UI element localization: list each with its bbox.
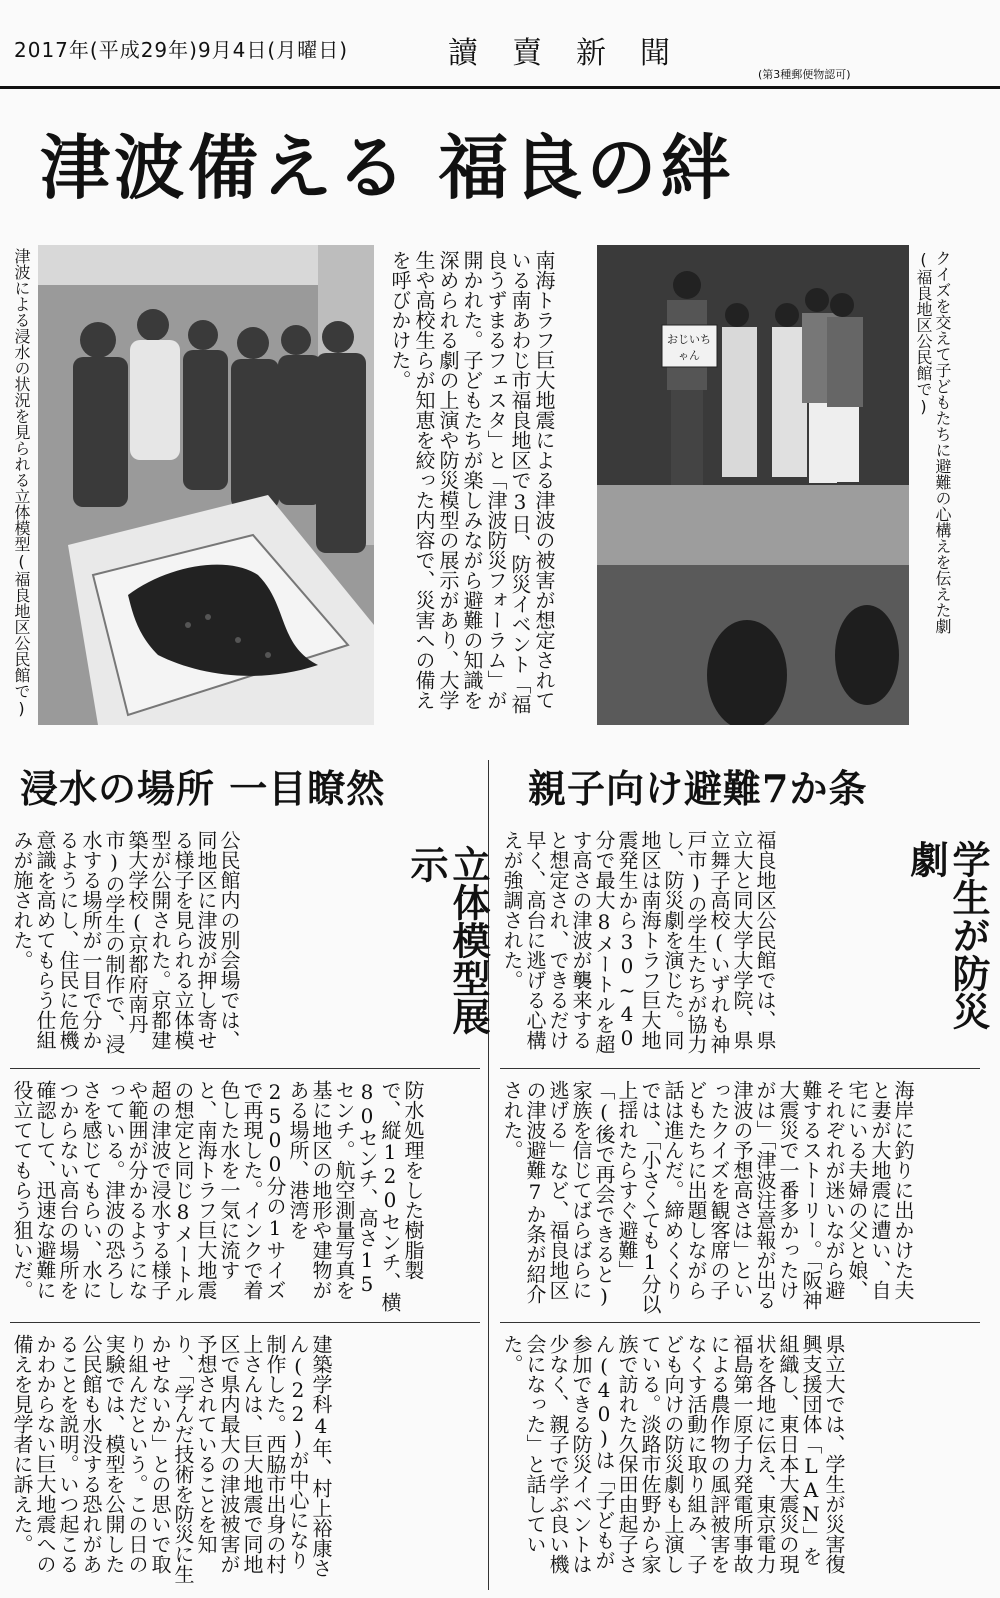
masthead-rule	[0, 86, 1000, 89]
right-subhead: 親子向け避難7か条	[528, 766, 868, 811]
right-paragraph-3: 締めくくりでは、「小さくても1分以上揺れたらすぐ避難」「(後で再会できると)家族を信じてばらばらに逃げる」など、福良地区の津波避難7か条が紹介された。	[500, 1080, 685, 1314]
model-photo	[38, 245, 374, 725]
left-block-2	[10, 1080, 480, 1315]
left-block-1	[10, 830, 395, 1060]
right-kicker: 学生が防災劇	[904, 840, 990, 1030]
right-rule-2	[500, 1322, 980, 1323]
left-paragraph-2-3	[10, 1080, 424, 1315]
postal-permit: (第3種郵便物認可)	[758, 68, 851, 81]
left-photo-caption-box	[12, 248, 36, 718]
right-paragraph-4: 県立大では、学生が災害復興支援団体「LAN」を組織し、東日本大震災の現状を各地に伝え、東京電力福島第一原子力発電所事故による農作物の風評被害をなくす活動に取り組み、子ども向けの防災劇も上演している。	[638, 1334, 846, 1574]
right-rule-1	[500, 1068, 980, 1069]
right-paragraph-2-3	[500, 1080, 914, 1315]
right-paragraph-4-5	[500, 1334, 845, 1584]
left-subhead: 浸水の場所 一目瞭然	[20, 766, 386, 811]
left-kicker: 立体模型展示	[404, 845, 490, 1035]
stage-sign-text: おじいちゃん	[667, 333, 711, 362]
left-rule-1	[10, 1068, 480, 1069]
left-kicker-box	[404, 845, 490, 1045]
left-paragraph-4-5	[10, 1334, 332, 1584]
issue-date: 2017年(平成29年)9月4日(月曜日)	[14, 38, 349, 62]
left-paragraph-1: 公民館内の別会場では、同地区に津波が押し寄せる様子を見られる立体模型が公開された。京都建築大学校(京都府南丹市)の学生の制作で、浸水する場所が一目で分かるようにし、住民に危機意識を高めてもらう仕組みが施された。	[10, 830, 241, 1054]
stage-photo	[597, 245, 909, 725]
newspaper-name: 讀賣新聞	[448, 36, 704, 71]
right-block-1	[500, 830, 898, 1060]
right-photo-caption-box	[914, 250, 994, 720]
left-rule-2	[10, 1322, 480, 1323]
right-photo-caption: クイズを交えて子どもたちに避難の心構えを伝えた劇(福良地区公民館で)	[914, 250, 952, 634]
right-kicker-box	[904, 840, 990, 1060]
left-paragraph-2: 防水処理をした樹脂製で、縦120センチ、横80センチ、高さ15センチ。航空測量写真を基に地区の地形や建物がある場所、港湾を2500分の1サイズで再現した。	[240, 1080, 425, 1312]
left-paragraph-5: この日の実験では、模型を公開した公民館も水没する恐れがあることを説明。いつ起こるかわからない巨大地震への備えを見学者に訴えた。	[10, 1334, 149, 1574]
right-paragraph-1: 福良地区公民館では、県立大と同大学大学院、県立舞子高校(いずれも神戸市)の学生たちが協力し、防災劇を演じた。同地区は南海トラフ巨大地震発生から30~40分で最大8メートルを超す高さの津波が襲来すると想定され、できるだけ早く、高台に逃げる心構えが強調された。	[500, 830, 777, 1054]
right-block-3	[500, 1334, 980, 1584]
right-block-2	[500, 1080, 980, 1315]
right-paragraph-5: 淡路市佐野から家族で訪れた久保田由起子さん(40)は「子どもが参加できる防災イベントは少なく、親子で学ぶ良い機会になった」と話していた。	[500, 1334, 662, 1574]
left-paragraph-4: 建築学科4年、村上裕康さん(22)が中心になり制作した。西脇市出身の村上さんは、巨大地震で同地区で県内最大の津波被害が予想されていることを知り、「学んだ技術を防災に生かせないか」との思いで取り組んだという。	[125, 1334, 333, 1584]
right-paragraph-2: 海岸に釣りに出かけた夫と妻が大地震に遭い、自宅にいる夫婦の父と娘、それぞれが迷いながら避難するストーリー。「阪神大震災で一番多かったけがは」「津波注意報が出る津波の予想高さは」といったクイズを観客席の子どもたちに出題しながら話は進んだ。	[661, 1080, 915, 1310]
left-photo-caption: 津波による浸水の状況を見られる立体模型(福良地区公民館で)	[12, 248, 31, 718]
left-paragraph-3: インクで着色した水を一気に流すと、南海トラフ巨大地震の想定と同じ8メートル超の津波で浸水する様子や範囲が分かるようになっている。津波の恐ろしさを感じてもらい、水につからない高台の場所を確認して、迅速な避難に役立ててもらう狙いだ。	[10, 1080, 264, 1304]
left-block-3	[10, 1334, 480, 1584]
headline: 津波備える 福良の絆	[40, 126, 735, 209]
lead-box	[388, 250, 588, 720]
lead-paragraph: 南海トラフ巨大地震による津波の被害が想定されている南あわじ市福良地区で3日、防災イベント「福良うずまるフェスタ」と「津波防災フォーラム」が開かれた。子どもたちが楽しみながら避難の知識を深められる劇の上演や防災模型の展示があり、大学生や高校生らが知恵を絞った内容で、災害への備えを呼びかけた。	[388, 250, 556, 714]
